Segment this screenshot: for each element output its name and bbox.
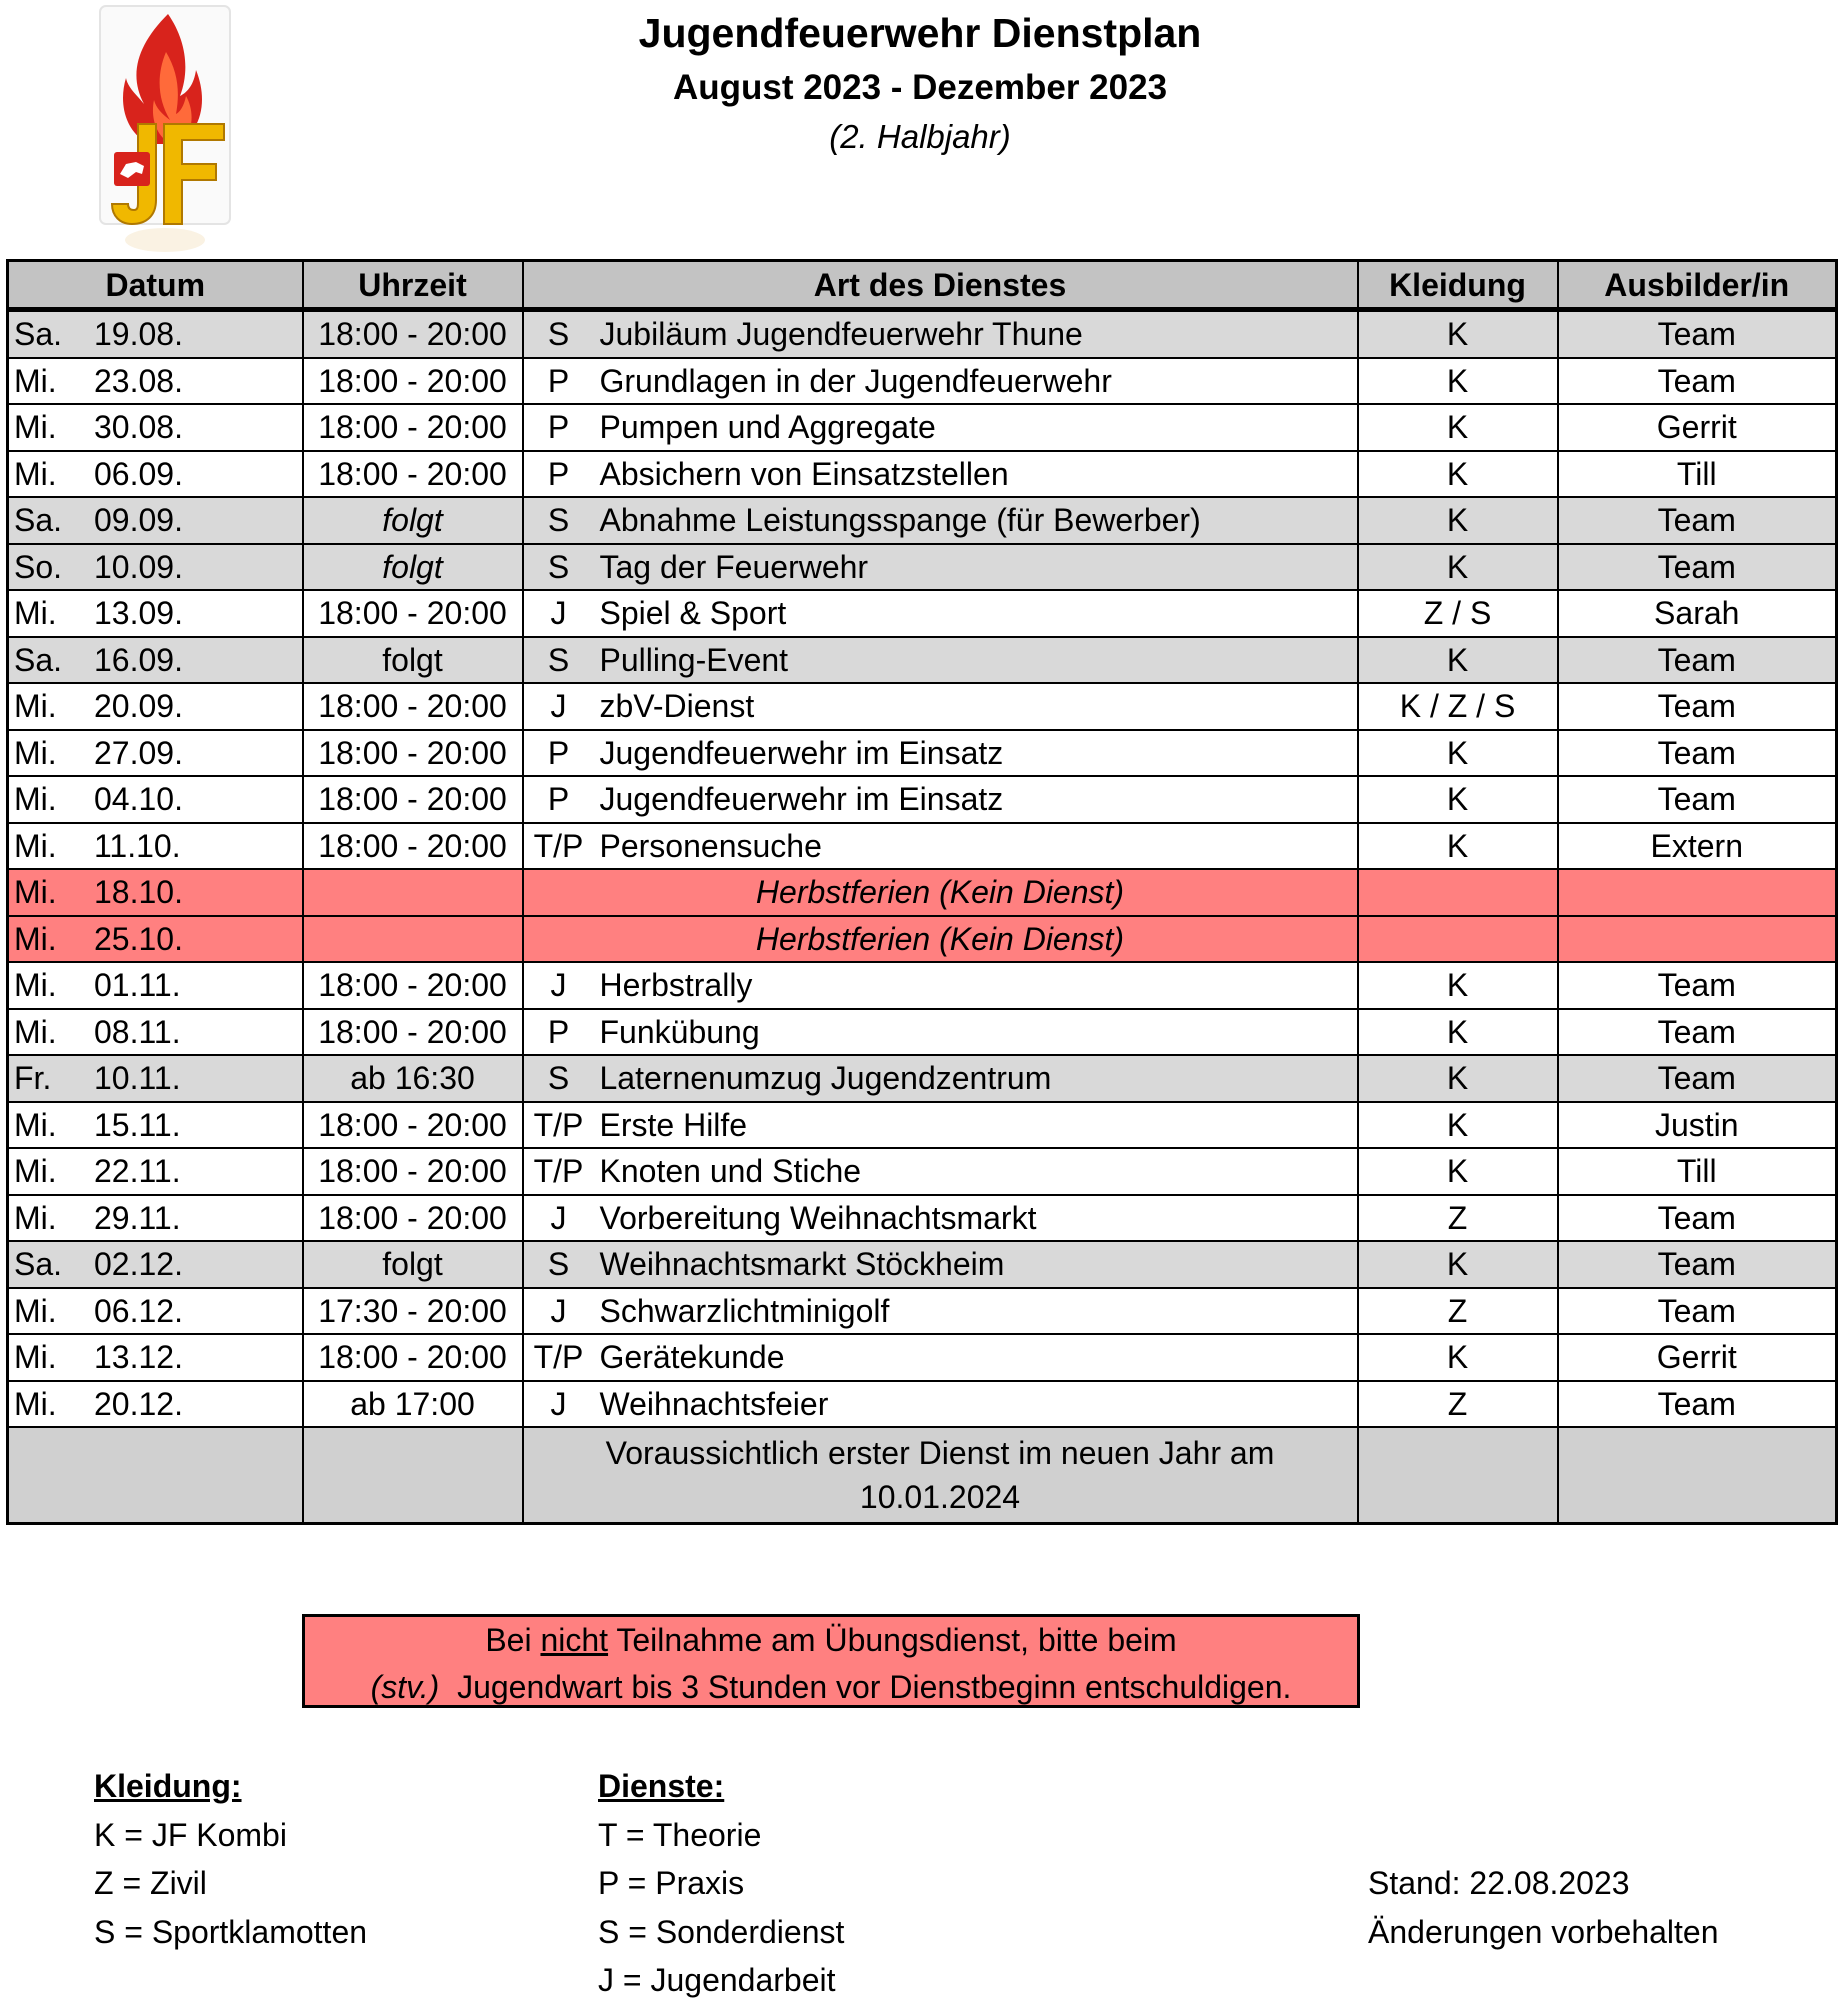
- service-description: Grundlagen in der Jugendfeuerwehr: [599, 362, 1112, 399]
- date: 02.12.: [94, 1246, 183, 1283]
- table-row: [8, 1055, 1837, 1102]
- weekday: Mi.: [14, 920, 57, 957]
- ausbilder-cell: Sarah: [1558, 590, 1837, 637]
- kleidung-cell: K: [1358, 1055, 1558, 1102]
- status-note: [1368, 1859, 1719, 1956]
- table-row: [8, 497, 1837, 544]
- date: 20.09.: [94, 688, 183, 725]
- table-row: [8, 730, 1837, 777]
- date: 06.09.: [94, 455, 183, 492]
- holiday-cell: Herbstferien (Kein Dienst): [523, 916, 1358, 963]
- table-row: [8, 1195, 1837, 1242]
- date-cell: [8, 1381, 303, 1428]
- ausbilder-cell: Extern: [1558, 823, 1837, 870]
- ausbilder-cell: Team: [1558, 310, 1837, 358]
- weekday: Mi.: [14, 734, 57, 771]
- date: 30.08.: [94, 409, 183, 446]
- kleidung-cell: [1358, 916, 1558, 963]
- time-cell: 18:00 - 20:00: [303, 590, 523, 637]
- date-cell: [8, 916, 303, 963]
- date-cell: [8, 1334, 303, 1381]
- weekday: Mi.: [14, 1106, 57, 1143]
- legend-item: S = Sportklamotten: [94, 1913, 368, 1950]
- time-cell: folgt: [303, 544, 523, 591]
- ausbilder-cell: Team: [1558, 1241, 1837, 1288]
- table-row: [8, 962, 1837, 1009]
- service-code: S: [547, 548, 570, 585]
- service-description: Jugendfeuerwehr im Einsatz: [599, 781, 1004, 818]
- header-art: Art des Dienstes: [523, 261, 1358, 310]
- ausbilder-cell: Gerrit: [1558, 404, 1837, 451]
- ausbilder-cell: Team: [1558, 544, 1837, 591]
- footer-cell: [303, 1427, 523, 1524]
- table-row: [8, 1241, 1837, 1288]
- table-row: [8, 590, 1837, 637]
- date: 09.09.: [94, 502, 183, 539]
- weekday: Sa.: [14, 316, 63, 353]
- date: 10.09.: [94, 548, 183, 585]
- service-code: T/P: [533, 827, 584, 864]
- ausbilder-cell: Team: [1558, 683, 1837, 730]
- art-cell: [523, 1055, 1358, 1102]
- page-subtitle: August 2023 - Dezember 2023: [672, 68, 1168, 107]
- art-cell: [523, 683, 1358, 730]
- table-row: [8, 404, 1837, 451]
- table-row: [8, 1334, 1837, 1381]
- kleidung-cell: K: [1358, 310, 1558, 358]
- next-service-note: [523, 1427, 1358, 1524]
- service-description: Schwarzlichtminigolf: [599, 1292, 890, 1329]
- table-row: [8, 1288, 1837, 1335]
- date: 23.08.: [94, 362, 183, 399]
- footer-cell: [1358, 1427, 1558, 1524]
- footer-row: [8, 1427, 1837, 1524]
- weekday: Mi.: [14, 1153, 57, 1190]
- time-cell: 18:00 - 20:00: [303, 1102, 523, 1149]
- art-cell: [523, 1009, 1358, 1056]
- header-ausbilder: Ausbilder/in: [1558, 261, 1837, 310]
- date-cell: [8, 869, 303, 916]
- time-cell: 18:00 - 20:00: [303, 823, 523, 870]
- date: 16.09.: [94, 641, 183, 678]
- service-code: P: [547, 362, 570, 399]
- notice-text: Jugendwart bis 3 Stunden vor Dienstbeginn entschuldigen.: [439, 1669, 1292, 1705]
- table-row: [8, 358, 1837, 405]
- date: 08.11.: [94, 1013, 181, 1050]
- weekday: Sa.: [14, 1246, 63, 1283]
- ausbilder-cell: Team: [1558, 962, 1837, 1009]
- time-cell: 18:00 - 20:00: [303, 358, 523, 405]
- time-cell: ab 16:30: [303, 1055, 523, 1102]
- legend-item: K = JF Kombi: [94, 1816, 287, 1853]
- legend-item: Z = Zivil: [94, 1865, 207, 1901]
- holiday-cell: Herbstferien (Kein Dienst): [523, 869, 1358, 916]
- service-description: Pulling-Event: [599, 641, 789, 678]
- service-code: S: [547, 316, 570, 353]
- service-description: Personensuche: [599, 827, 822, 864]
- kleidung-cell: Z: [1358, 1288, 1558, 1335]
- service-code: J: [550, 595, 567, 632]
- table-row: [8, 1148, 1837, 1195]
- date: 29.11.: [94, 1199, 181, 1236]
- date-cell: [8, 1009, 303, 1056]
- art-cell: [523, 637, 1358, 684]
- time-cell: 18:00 - 20:00: [303, 451, 523, 498]
- kleidung-cell: K / Z / S: [1358, 683, 1558, 730]
- service-code: S: [547, 1060, 570, 1097]
- weekday: Mi.: [14, 1292, 57, 1329]
- ausbilder-cell: Justin: [1558, 1102, 1837, 1149]
- service-description: Jubiläum Jugendfeuerwehr Thune: [599, 316, 1083, 353]
- ausbilder-cell: Team: [1558, 1009, 1837, 1056]
- service-description: Weihnachtsfeier: [599, 1385, 829, 1422]
- kleidung-cell: Z / S: [1358, 590, 1558, 637]
- service-description: Pumpen und Aggregate: [599, 409, 936, 446]
- date-cell: [8, 637, 303, 684]
- header-uhrzeit: Uhrzeit: [303, 261, 523, 310]
- notice-text: Teilnahme am Übungsdienst, bitte beim: [608, 1622, 1177, 1658]
- kleidung-cell: [1358, 869, 1558, 916]
- legend-item: S = Sonderdienst: [598, 1913, 845, 1950]
- time-cell: folgt: [303, 637, 523, 684]
- kleidung-cell: K: [1358, 776, 1558, 823]
- stand-date: Stand: 22.08.2023: [1368, 1865, 1630, 1901]
- service-code: T/P: [533, 1153, 584, 1190]
- ausbilder-cell: Team: [1558, 637, 1837, 684]
- time-cell: [303, 869, 523, 916]
- ausbilder-cell: Team: [1558, 1381, 1837, 1428]
- ausbilder-cell: [1558, 869, 1837, 916]
- date-cell: [8, 404, 303, 451]
- time-cell: folgt: [303, 1241, 523, 1288]
- notice-text: Bei: [485, 1622, 541, 1658]
- date-cell: [8, 1195, 303, 1242]
- service-description: Herbstrally: [599, 967, 753, 1004]
- art-cell: [523, 1288, 1358, 1335]
- kleidung-cell: K: [1358, 1009, 1558, 1056]
- time-cell: 18:00 - 20:00: [303, 1195, 523, 1242]
- service-description: Absichern von Einsatzstellen: [599, 455, 1009, 492]
- kleidung-cell: Z: [1358, 1381, 1558, 1428]
- weekday: Mi.: [14, 781, 57, 818]
- service-code: P: [547, 1013, 570, 1050]
- art-cell: [523, 497, 1358, 544]
- ausbilder-cell: Team: [1558, 1288, 1837, 1335]
- art-cell: [523, 1195, 1358, 1242]
- weekday: Mi.: [14, 688, 57, 725]
- art-cell: [523, 544, 1358, 591]
- service-description: Weihnachtsmarkt Stöckheim: [599, 1246, 1005, 1283]
- date-cell: [8, 776, 303, 823]
- weekday: Mi.: [14, 967, 57, 1004]
- kleidung-cell: K: [1358, 730, 1558, 777]
- notice-underlined: nicht: [540, 1622, 609, 1658]
- service-code: P: [547, 409, 570, 446]
- weekday: Mi.: [14, 409, 57, 446]
- kleidung-cell: K: [1358, 1241, 1558, 1288]
- kleidung-cell: K: [1358, 404, 1558, 451]
- date: 13.12.: [94, 1339, 183, 1376]
- table-row: [8, 451, 1837, 498]
- service-code: J: [550, 1385, 567, 1422]
- ausbilder-cell: Team: [1558, 1055, 1837, 1102]
- service-description: Spiel & Sport: [599, 595, 787, 632]
- kleidung-cell: K: [1358, 823, 1558, 870]
- kleidung-cell: K: [1358, 451, 1558, 498]
- service-code: S: [547, 502, 570, 539]
- table-row: [8, 776, 1837, 823]
- time-cell: 18:00 - 20:00: [303, 404, 523, 451]
- absence-notice: [302, 1614, 1360, 1708]
- date-cell: [8, 823, 303, 870]
- service-description: Tag der Feuerwehr: [599, 548, 869, 585]
- table-header-row: [8, 261, 1837, 310]
- date-cell: [8, 497, 303, 544]
- kleidung-cell: K: [1358, 962, 1558, 1009]
- service-description: Erste Hilfe: [599, 1106, 748, 1143]
- art-cell: [523, 730, 1358, 777]
- service-description: zbV-Dienst: [599, 688, 755, 725]
- service-description: Gerätekunde: [599, 1339, 785, 1376]
- legend-dienste: [598, 1762, 844, 2005]
- service-description: Knoten und Stiche: [599, 1153, 862, 1190]
- date: 15.11.: [94, 1106, 181, 1143]
- weekday: Mi.: [14, 874, 57, 911]
- date-cell: [8, 730, 303, 777]
- art-cell: [523, 310, 1358, 358]
- kleidung-cell: Z: [1358, 1195, 1558, 1242]
- art-cell: [523, 776, 1358, 823]
- kleidung-cell: K: [1358, 1334, 1558, 1381]
- notice-italic: (stv.): [370, 1669, 440, 1705]
- time-cell: [303, 916, 523, 963]
- service-code: T/P: [533, 1339, 584, 1376]
- weekday: Mi.: [14, 1013, 57, 1050]
- kleidung-cell: K: [1358, 1102, 1558, 1149]
- service-code: S: [547, 1246, 570, 1283]
- legend-item: P = Praxis: [598, 1865, 745, 1901]
- table-row: [8, 637, 1837, 684]
- legend-heading: Kleidung:: [94, 1768, 242, 1804]
- weekday: Mi.: [14, 362, 57, 399]
- table-row: [8, 916, 1837, 963]
- table-row: [8, 1381, 1837, 1428]
- page-title: Jugendfeuerwehr Dienstplan: [638, 10, 1202, 56]
- date: 13.09.: [94, 595, 183, 632]
- table-row: [8, 1102, 1837, 1149]
- kleidung-cell: K: [1358, 1148, 1558, 1195]
- date-cell: [8, 310, 303, 358]
- ausbilder-cell: Till: [1558, 1148, 1837, 1195]
- time-cell: 17:30 - 20:00: [303, 1288, 523, 1335]
- date-cell: [8, 962, 303, 1009]
- kleidung-cell: K: [1358, 358, 1558, 405]
- service-description: Funkübung: [599, 1013, 760, 1050]
- art-cell: [523, 1381, 1358, 1428]
- period-label: (2. Halbjahr): [829, 118, 1011, 155]
- time-cell: folgt: [303, 497, 523, 544]
- art-cell: [523, 1241, 1358, 1288]
- ausbilder-cell: Team: [1558, 1195, 1837, 1242]
- header-kleidung: Kleidung: [1358, 261, 1558, 310]
- art-cell: [523, 823, 1358, 870]
- time-cell: 18:00 - 20:00: [303, 776, 523, 823]
- art-cell: [523, 962, 1358, 1009]
- date: 10.11.: [94, 1060, 181, 1097]
- service-code: S: [547, 641, 570, 678]
- table-row: [8, 823, 1837, 870]
- weekday: Mi.: [14, 1199, 57, 1236]
- date-cell: [8, 1055, 303, 1102]
- date: 01.11.: [94, 967, 181, 1004]
- date-cell: [8, 590, 303, 637]
- legend-heading: Dienste:: [598, 1768, 725, 1804]
- service-description: Abnahme Leistungsspange (für Bewerber): [599, 502, 1201, 539]
- service-code: T/P: [533, 1106, 584, 1143]
- art-cell: [523, 590, 1358, 637]
- art-cell: [523, 1102, 1358, 1149]
- weekday: Mi.: [14, 1339, 57, 1376]
- service-code: J: [550, 1199, 567, 1236]
- next-service-date: 10.01.2024: [859, 1479, 1021, 1515]
- table-row: [8, 869, 1837, 916]
- date: 19.08.: [94, 316, 183, 353]
- date-cell: [8, 683, 303, 730]
- art-cell: [523, 1148, 1358, 1195]
- kleidung-cell: K: [1358, 497, 1558, 544]
- ausbilder-cell: Team: [1558, 497, 1837, 544]
- weekday: Sa.: [14, 502, 63, 539]
- service-code: P: [547, 734, 570, 771]
- date: 27.09.: [94, 734, 183, 771]
- date-cell: [8, 451, 303, 498]
- weekday: Sa.: [14, 641, 63, 678]
- kleidung-cell: K: [1358, 544, 1558, 591]
- date-cell: [8, 544, 303, 591]
- time-cell: 18:00 - 20:00: [303, 310, 523, 358]
- weekday: Fr.: [14, 1060, 52, 1097]
- date: 25.10.: [94, 920, 183, 957]
- ausbilder-cell: Team: [1558, 730, 1837, 777]
- table-row: [8, 683, 1837, 730]
- weekday: So.: [14, 548, 63, 585]
- time-cell: 18:00 - 20:00: [303, 962, 523, 1009]
- time-cell: 18:00 - 20:00: [303, 1148, 523, 1195]
- time-cell: ab 17:00: [303, 1381, 523, 1428]
- ausbilder-cell: Till: [1558, 451, 1837, 498]
- schedule-table: [6, 259, 1838, 1525]
- legend-item: T = Theorie: [598, 1816, 762, 1853]
- date: 06.12.: [94, 1292, 183, 1329]
- date: 04.10.: [94, 781, 183, 818]
- date: 11.10.: [94, 827, 181, 864]
- art-cell: [523, 404, 1358, 451]
- footer-cell: [1558, 1427, 1837, 1524]
- changes-reserved: Änderungen vorbehalten: [1368, 1913, 1719, 1950]
- date-cell: [8, 1148, 303, 1195]
- time-cell: 18:00 - 20:00: [303, 1334, 523, 1381]
- service-description: Jugendfeuerwehr im Einsatz: [599, 734, 1004, 771]
- date-cell: [8, 1241, 303, 1288]
- date: 18.10.: [94, 874, 183, 911]
- table-row: [8, 310, 1837, 358]
- weekday: Mi.: [14, 1385, 57, 1422]
- art-cell: [523, 451, 1358, 498]
- service-description: Laternenumzug Jugendzentrum: [599, 1060, 1052, 1097]
- date-cell: [8, 358, 303, 405]
- footer-cell: [8, 1427, 303, 1524]
- legend-kleidung: [94, 1762, 367, 1956]
- ausbilder-cell: Gerrit: [1558, 1334, 1837, 1381]
- date-cell: [8, 1288, 303, 1335]
- time-cell: 18:00 - 20:00: [303, 683, 523, 730]
- ausbilder-cell: Team: [1558, 358, 1837, 405]
- kleidung-cell: K: [1358, 637, 1558, 684]
- service-code: J: [550, 688, 567, 725]
- date: 22.11.: [94, 1153, 181, 1190]
- date: 20.12.: [94, 1385, 183, 1422]
- service-code: J: [550, 967, 567, 1004]
- date-cell: [8, 1102, 303, 1149]
- service-code: P: [547, 781, 570, 818]
- art-cell: [523, 358, 1358, 405]
- service-code: P: [547, 455, 570, 492]
- next-service-text: Voraussichtlich erster Dienst im neuen Jahr am: [605, 1435, 1275, 1471]
- service-code: J: [550, 1292, 567, 1329]
- header-datum: Datum: [8, 261, 303, 310]
- art-cell: [523, 1334, 1358, 1381]
- time-cell: 18:00 - 20:00: [303, 730, 523, 777]
- weekday: Mi.: [14, 595, 57, 632]
- service-description: Vorbereitung Weihnachtsmarkt: [599, 1199, 1037, 1236]
- time-cell: 18:00 - 20:00: [303, 1009, 523, 1056]
- legend-item: J = Jugendarbeit: [598, 1962, 836, 1998]
- table-row: [8, 544, 1837, 591]
- weekday: Mi.: [14, 827, 57, 864]
- weekday: Mi.: [14, 455, 57, 492]
- table-row: [8, 1009, 1837, 1056]
- ausbilder-cell: [1558, 916, 1837, 963]
- ausbilder-cell: Team: [1558, 776, 1837, 823]
